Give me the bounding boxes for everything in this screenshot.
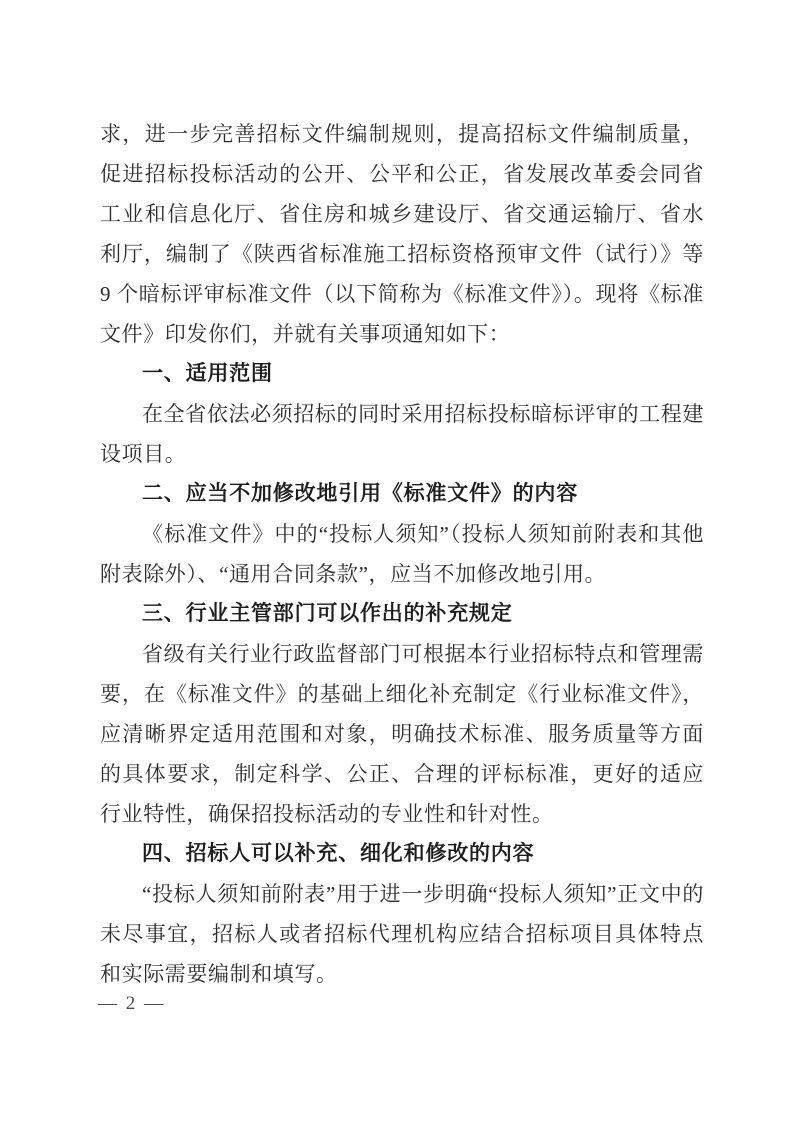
section-1-paragraph: 在全省依法必须招标的同时采用招标投标暗标评审的工程建设项目。 (100, 402, 704, 466)
section-4-paragraph: “投标人须知前附表”用于进一步明确“投标人须知”正文中的未尽事宜，招标人或者招标代理机构应结合招标项目具体特点和实际需要编制和填写。 (100, 882, 704, 986)
section-3-paragraph: 省级有关行业行政监督部门可根据本行业招标特点和管理需要，在《标准文件》的基础上细化补充制定《行业标准文件》，应清晰界定适用范围和对象，明确技术标准、服务质量等方面的具体要求，制定科学、公正、合理的评标标准，更好的适应行业特性，确保招投标活动的专业性和针对性。 (100, 642, 704, 826)
page-number: — 2 — (98, 993, 165, 1014)
section-2-paragraph: 《标准文件》中的“投标人须知”（投标人须知前附表和其他附表除外）、“通用合同条款”，应当不加修改地引用。 (100, 522, 704, 586)
section-heading-2: 二、应当不加修改地引用《标准文件》的内容 (142, 482, 578, 505)
document-body (100, 114, 704, 994)
section-heading-4: 四、招标人可以补充、细化和修改的内容 (142, 842, 535, 865)
section-heading-3: 三、行业主管部门可以作出的补充规定 (142, 602, 513, 625)
section-heading-1: 一、适用范围 (142, 362, 273, 385)
paragraph-continuation: 求，进一步完善招标文件编制规则，提高招标文件编制质量，促进招标投标活动的公开、公平和公正，省发展改革委会同省工业和信息化厅、省住房和城乡建设厅、省交通运输厅、省水利厅，编制了《陕西省标准施工招标资格预审文件（试行）》等 9 个暗标评审标准文件（以下简称为《标准文件》）。现将《标准文件》印发你们，并就有关事项通知如下： (100, 122, 704, 346)
